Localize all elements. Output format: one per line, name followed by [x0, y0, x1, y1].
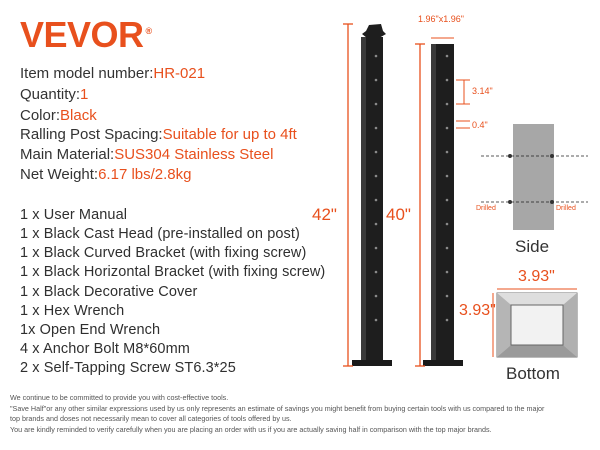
post-base-plate [352, 360, 392, 366]
drilled-right-label: Drilled [556, 205, 576, 212]
post-section-label: 1.96"x1.96" [418, 14, 464, 24]
post-cast-head [362, 24, 386, 38]
post-bare [423, 44, 463, 366]
post-hole [375, 151, 378, 154]
disclaimer-line: We continue to be committed to provide you with cost-effective tools. [10, 393, 229, 402]
post-hole [375, 55, 378, 58]
post-hole [446, 103, 449, 106]
side-view [481, 124, 588, 230]
package-item: 1 x Black Curved Bracket (with fixing screw) [20, 245, 307, 261]
drilled-left-label: Drilled [476, 205, 496, 212]
height-42-label: 42" [312, 205, 337, 224]
spec-label: Quantity: [20, 86, 81, 103]
brand-name: VEVOR [20, 14, 144, 55]
hole-offset-dimension [456, 121, 470, 128]
post-hole [375, 295, 378, 298]
package-item: 1x Open End Wrench [20, 322, 161, 338]
post-hole [375, 175, 378, 178]
spec-label: Main Material: [20, 146, 115, 163]
post-hole [446, 79, 449, 82]
spec-value: Black [60, 107, 97, 124]
height-40-dimension [415, 44, 425, 366]
post-hole [446, 223, 449, 226]
package-item: 1 x Black Horizontal Bracket (with fixing screw) [20, 264, 326, 280]
post-hole [375, 271, 378, 274]
post-hole [446, 55, 449, 58]
post-hole [446, 151, 449, 154]
post-hole [375, 103, 378, 106]
bottom-view [493, 289, 577, 357]
drill-hole [550, 154, 554, 158]
post-hole [446, 319, 449, 322]
post-with-head [352, 24, 392, 366]
post-highlight [431, 44, 436, 362]
post-highlight [361, 37, 366, 362]
post-hole [375, 127, 378, 130]
disclaimer-line: You are kindly reminded to verify carefully when you are placing an order with us if you are actually saving half in comparison with the top major brands. [10, 425, 492, 434]
drill-hole [550, 200, 554, 204]
package-item: 1 x Hex Wrench [20, 303, 125, 319]
height-42-dimension [343, 24, 353, 366]
base-height-label: 3.93" [459, 302, 496, 319]
side-view-label: Side [515, 237, 550, 256]
package-item: 2 x Self-Tapping Screw ST6.3*25 [20, 360, 236, 376]
side-view-body [513, 124, 554, 230]
hole-spacing-dimension [456, 80, 470, 104]
spec-value: 6.17 lbs/2.8kg [98, 166, 192, 183]
hole-offset-label: 0.4" [472, 120, 488, 130]
post-hole [375, 79, 378, 82]
spec-value: Suitable for up to 4ft [162, 126, 297, 143]
package-item: 1 x User Manual [20, 207, 128, 223]
bottom-view-tube [511, 305, 563, 345]
bottom-view-bevel [497, 293, 577, 305]
post-hole [446, 175, 449, 178]
post-hole [375, 319, 378, 322]
spec-value: 1 [80, 86, 89, 103]
bottom-view-bevel [497, 345, 577, 357]
height-40-label: 40" [386, 205, 411, 224]
bottom-view-label: Bottom [506, 364, 560, 383]
package-item: 4 x Anchor Bolt M8*60mm [20, 341, 190, 357]
spec-value: HR-021 [153, 65, 206, 82]
spec-label: Item model number: [20, 65, 154, 82]
hole-spacing-label: 3.14" [472, 86, 493, 96]
post-hole [446, 295, 449, 298]
post-hole [446, 271, 449, 274]
post-hole [375, 223, 378, 226]
spec-value: SUS304 Stainless Steel [114, 146, 274, 163]
disclaimer-line: "Save Half"or any other similar expressions used by us only represents an estimate of savings you might benefit from buying certain tools with us compared to the major [10, 404, 545, 413]
post-hole [375, 199, 378, 202]
package-item: 1 x Black Cast Head (pre-installed on post) [20, 226, 300, 242]
post-base-plate [423, 360, 463, 366]
post-hole [446, 127, 449, 130]
post-hole [446, 247, 449, 250]
spec-label: Net Weight: [20, 166, 99, 183]
post-hole [446, 199, 449, 202]
spec-label: Ralling Post Spacing: [20, 126, 163, 143]
disclaimer-line: top brands and doses not necessarily mean to cover all categories of tools offered by us. [10, 414, 292, 423]
post-hole [375, 247, 378, 250]
package-item: 1 x Black Decorative Cover [20, 284, 198, 300]
drill-hole [508, 200, 512, 204]
drill-hole [508, 154, 512, 158]
registered-mark: ® [145, 26, 152, 36]
base-width-label: 3.93" [518, 268, 555, 285]
spec-label: Color: [20, 107, 61, 124]
